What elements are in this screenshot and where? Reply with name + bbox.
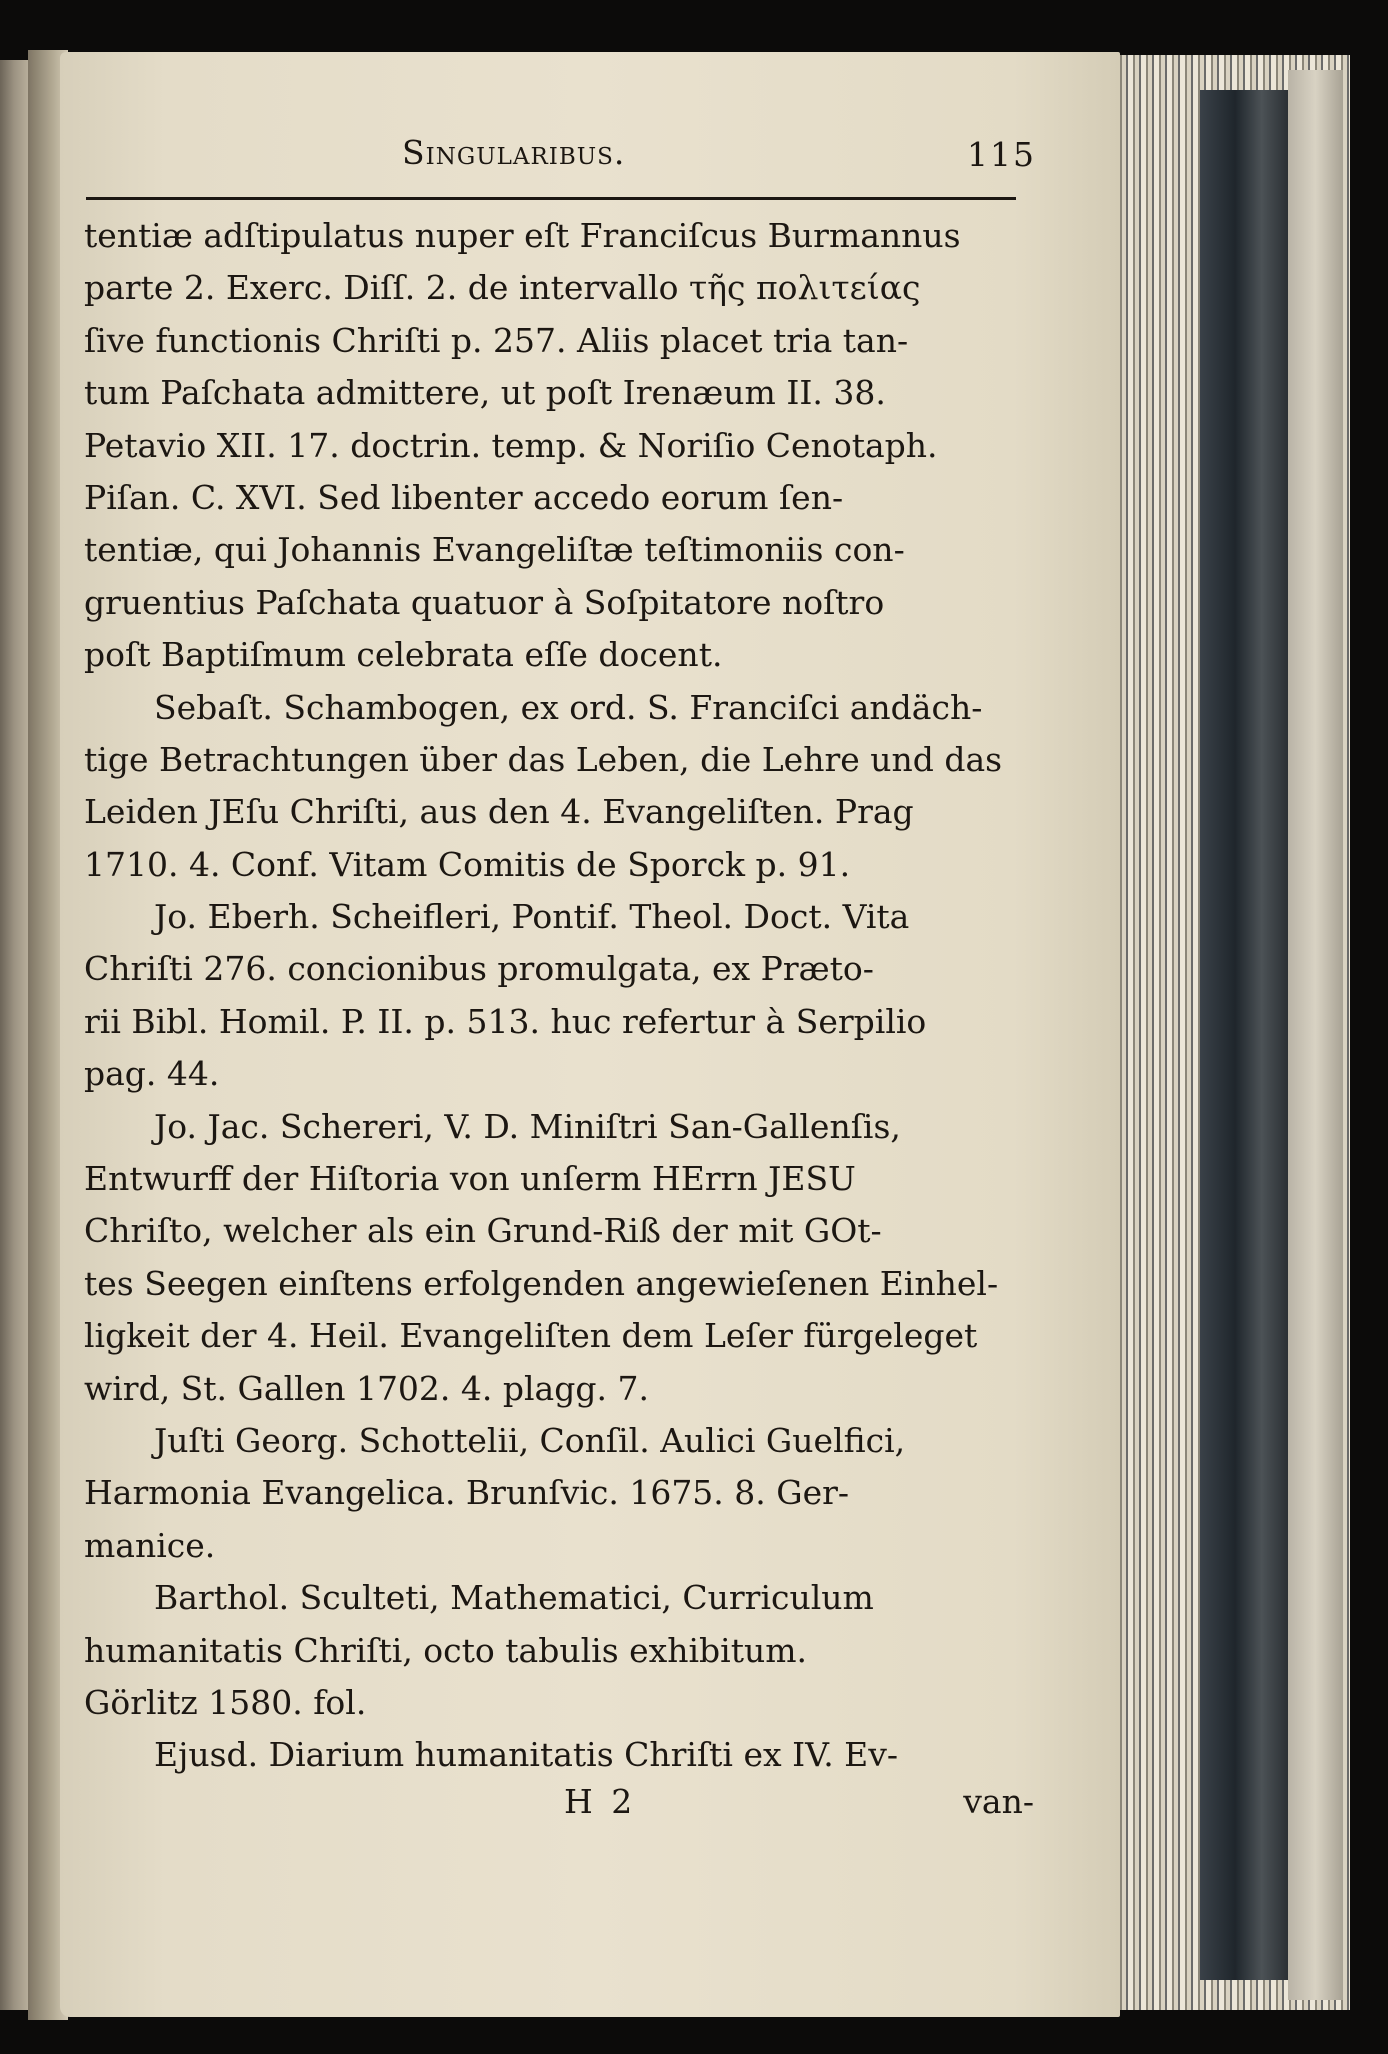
text-line: Ejusd. Diarium humanitatis Chriſti ex IV. Ev- <box>154 1735 899 1775</box>
text-line: Chriſti 276. concionibus promulgata, ex Præto- <box>84 949 874 989</box>
text-line: parte 2. Exerc. Diſſ. 2. de intervallo τῆς πολιτείας <box>84 268 921 308</box>
text-line: Barthol. Sculteti, Mathematici, Curriculum <box>154 1578 874 1618</box>
page-content <box>84 125 1034 1834</box>
text-line: tentiæ, qui Johannis Evangeliſtæ teſtimoniis con- <box>84 530 905 570</box>
text-line: Petavio XII. 17. doctrin. temp. & Noriſio Cenotaph. <box>84 425 938 465</box>
text-line: tentiæ adſtipulatus nuper eſt Franciſcus Burmannus <box>84 216 961 255</box>
page-footer <box>84 1782 1034 1834</box>
text-line: ſive functionis Chriſti p. 257. Aliis placet tria tan- <box>84 320 909 360</box>
text-line: Görlitz 1580. fol. <box>84 1682 367 1722</box>
running-title: Singularibus. <box>402 133 626 172</box>
text-line: poſt Baptiſmum celebrata eſſe docent. <box>84 635 723 675</box>
text-line: rii Bibl. Homil. P. II. p. 513. huc refertur à Serpilio <box>84 1001 927 1041</box>
text-line: tes Seegen einſtens erfolgenden angewieſenen Einhel- <box>84 1263 999 1303</box>
text-line: Entwurff der Hiſtoria von unſerm HErrn JESU <box>84 1159 856 1199</box>
text-line: wird, St. Gallen 1702. 4. plagg. 7. <box>84 1368 649 1408</box>
text-line: ligkeit der 4. Heil. Evangeliſten dem Leſer fürgeleget <box>84 1316 978 1356</box>
text-line: Piſan. C. XVI. Sed libenter accedo eorum ſen- <box>84 477 844 517</box>
text-line: Leiden JEſu Chriſti, aus den 4. Evangeliſten. Prag <box>84 792 914 832</box>
text-line: tige Betrachtungen über das Leben, die Lehre und das <box>84 739 1003 779</box>
text-line: Juſti Georg. Schottelii, Conſil. Aulici Guelfici, <box>154 1420 906 1460</box>
text-line: manice. <box>84 1525 216 1565</box>
page-number: 115 <box>967 135 1036 174</box>
text-line: 1710. 4. Conf. Vitam Comitis de Sporck p. 91. <box>84 844 851 884</box>
text-line: Harmonia Evangelica. Brunſvic. 1675. 8. Ger- <box>84 1473 850 1513</box>
facing-page-edge <box>0 60 28 2010</box>
text-line: pag. 44. <box>84 1054 220 1094</box>
text-line: Jo. Eberh. Scheifleri, Pontif. Theol. Doct. Vita <box>154 897 910 937</box>
text-line: gruentius Paſchata quatuor à Soſpitatore noſtro <box>84 582 885 622</box>
text-block <box>84 210 1034 1782</box>
text-line: Jo. Jac. Schereri, V. D. Miniſtri San-Gallenſis, <box>154 1106 901 1146</box>
signature-mark: H 2 <box>564 1781 637 1821</box>
text-line: humanitatis Chriſti, octo tabulis exhibitum. <box>84 1630 808 1670</box>
text-line: Chriſto, welcher als ein Grund-Riß der mit GOt- <box>84 1211 882 1251</box>
page-header <box>84 125 1034 185</box>
page-edges-shadow <box>1200 90 1288 1980</box>
page-edges-outer <box>1288 70 1343 2000</box>
text-line: tum Paſchata admittere, ut poſt Irenæum II. 38. <box>84 373 886 413</box>
header-rule <box>86 197 1016 200</box>
catchword: van- <box>963 1781 1034 1821</box>
text-line: Sebaſt. Schambogen, ex ord. S. Franciſci andäch- <box>154 687 983 727</box>
